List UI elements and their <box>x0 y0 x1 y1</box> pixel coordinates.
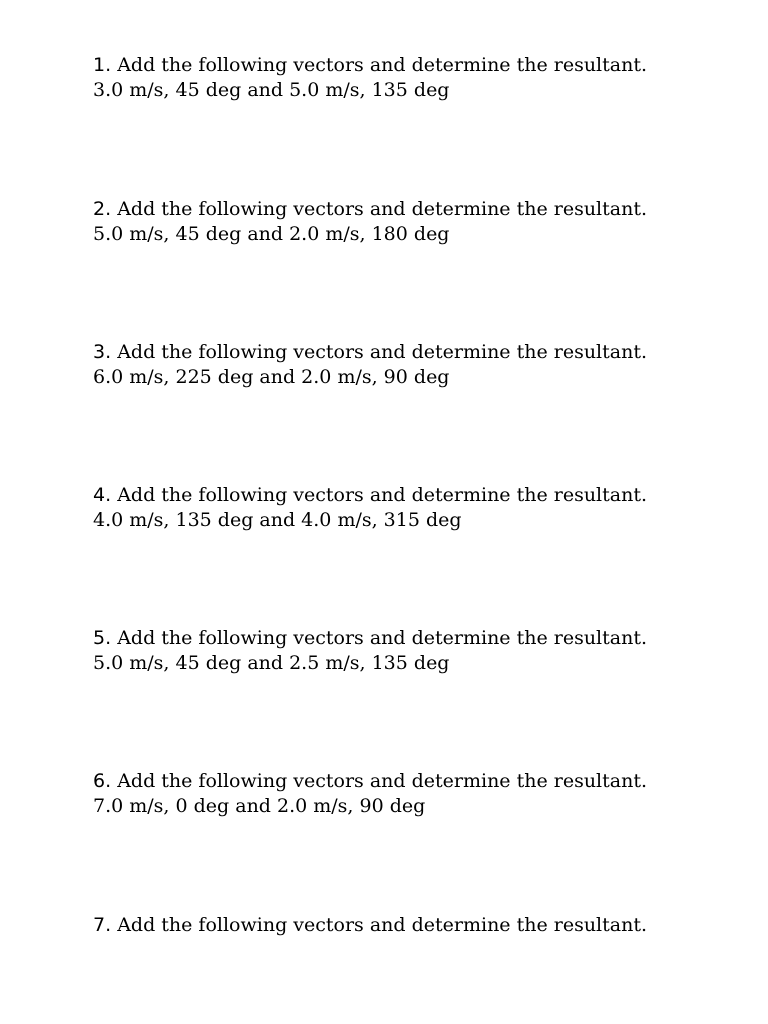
problem-4 <box>93 483 733 533</box>
problem-vectors: 3.0 m/s, 45 deg and 5.0 m/s, 135 deg <box>93 79 450 101</box>
problem-prompt: Add the following vectors and determine the resultant. <box>117 484 648 506</box>
problem-3 <box>93 340 733 390</box>
problem-prompt: Add the following vectors and determine the resultant. <box>117 341 648 363</box>
problem-5-heading <box>93 626 733 651</box>
problem-vectors: 6.0 m/s, 225 deg and 2.0 m/s, 90 deg <box>93 366 450 388</box>
problem-number: 4. <box>93 484 112 506</box>
problem-1 <box>93 53 733 103</box>
problem-4-heading <box>93 483 733 508</box>
problem-1-heading <box>93 53 733 78</box>
problem-vectors: 5.0 m/s, 45 deg and 2.5 m/s, 135 deg <box>93 652 450 674</box>
problem-prompt: Add the following vectors and determine the resultant. <box>117 198 648 220</box>
problem-5 <box>93 626 733 676</box>
problem-7-heading <box>93 913 733 938</box>
problem-number: 7. <box>93 914 112 936</box>
problem-vectors: 7.0 m/s, 0 deg and 2.0 m/s, 90 deg <box>93 795 426 817</box>
problem-7 <box>93 913 733 938</box>
problem-number: 5. <box>93 627 112 649</box>
problem-vectors: 5.0 m/s, 45 deg and 2.0 m/s, 180 deg <box>93 223 450 245</box>
problem-number: 3. <box>93 341 112 363</box>
problem-number: 1. <box>93 54 112 76</box>
problem-prompt: Add the following vectors and determine the resultant. <box>117 770 648 792</box>
problem-6-heading <box>93 769 733 794</box>
problem-vectors: 4.0 m/s, 135 deg and 4.0 m/s, 315 deg <box>93 509 462 531</box>
problem-number: 2. <box>93 198 112 220</box>
problem-prompt: Add the following vectors and determine the resultant. <box>117 54 648 76</box>
problem-prompt: Add the following vectors and determine the resultant. <box>117 627 648 649</box>
problem-number: 6. <box>93 770 112 792</box>
problem-prompt: Add the following vectors and determine the resultant. <box>117 914 648 936</box>
problem-3-heading <box>93 340 733 365</box>
problem-2-heading <box>93 197 733 222</box>
problem-2 <box>93 197 733 247</box>
problem-6 <box>93 769 733 819</box>
